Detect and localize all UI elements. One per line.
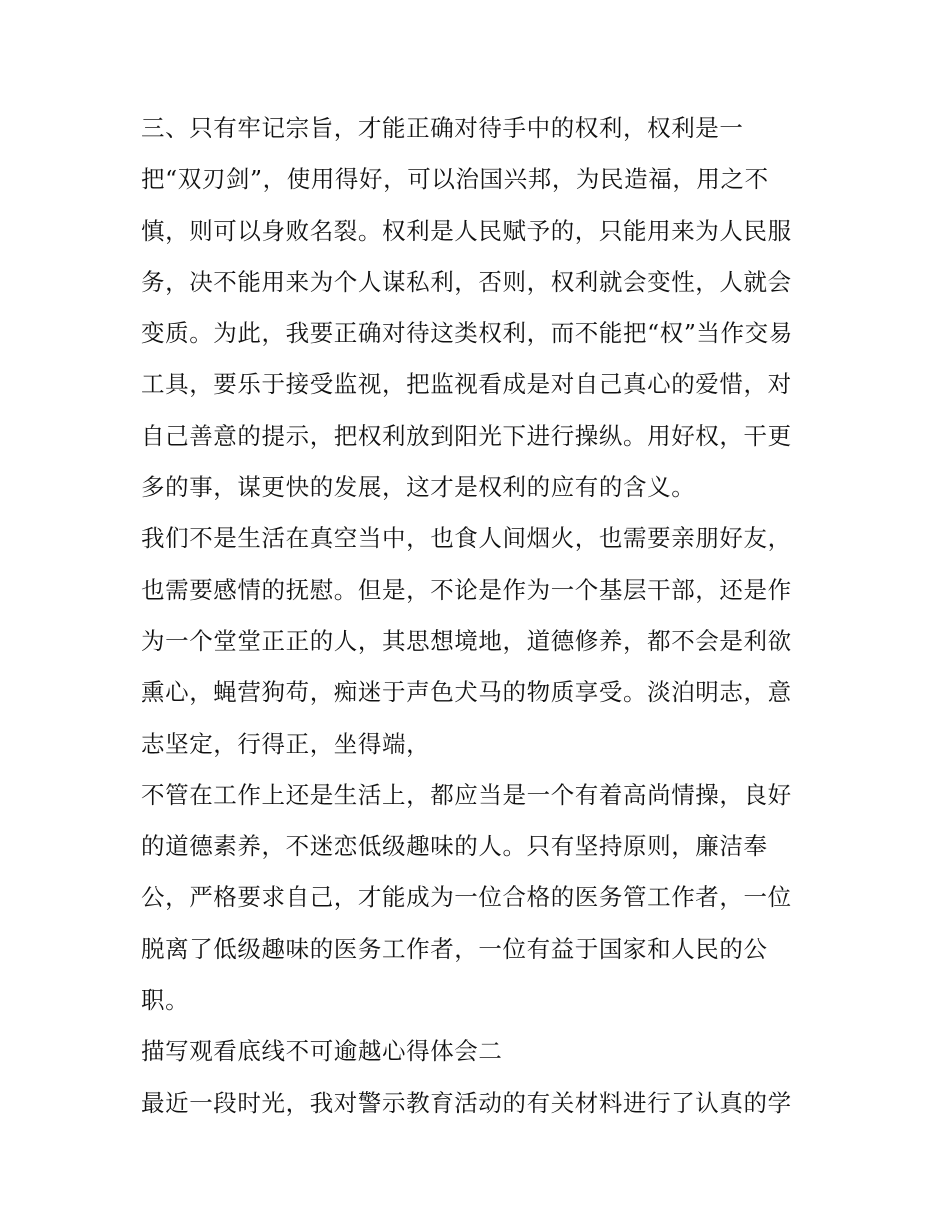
text-line: 熏心，蝇营狗苟，痴迷于声色犬马的物质享受。淡泊明志，意 — [141, 678, 792, 707]
text-line: 志坚定，行得正，坐得端， — [141, 729, 431, 758]
text-line: 多的事，谋更快的发展，这才是权利的应有的含义。 — [141, 473, 696, 502]
text-line: 变质。为此，我要正确对待这类权利，而不能把“权”当作交易 — [141, 319, 793, 348]
text-line: 的道德素养，不迷恋低级趣味的人。只有坚持原则，廉洁奉 — [141, 832, 768, 861]
text-line: 工具，要乐于接受监视，把监视看成是对自己真心的爱惜，对 — [141, 370, 792, 399]
text-line: 自己善意的提示，把权利放到阳光下进行操纵。用好权，干更 — [141, 421, 792, 450]
text-line: 为一个堂堂正正的人，其思想境地，道德修养，都不会是利欲 — [141, 626, 792, 655]
text-line: 慎，则可以身败名裂。权利是人民赋予的，只能用来为人民服 — [141, 216, 792, 245]
text-line: 脱离了低级趣味的医务工作者，一位有益于国家和人民的公 — [141, 934, 768, 963]
text-line: 不管在工作上还是生活上，都应当是一个有着高尚情操，良好 — [141, 780, 792, 809]
text-line: 务，决不能用来为个人谋私利，否则，权利就会变性，人就会 — [141, 267, 792, 296]
body-text — [141, 103, 821, 1129]
text-line: 最近一段时光，我对警示教育活动的有关材料进行了认真的学 — [141, 1088, 792, 1117]
text-line: 也需要感情的抚慰。但是，不论是作为一个基层干部，还是作 — [141, 575, 792, 604]
section-heading: 描写观看底线不可逾越心得体会二 — [141, 1037, 503, 1066]
text-line: 公，严格要求自己，才能成为一位合格的医务管工作者，一位 — [141, 883, 792, 912]
text-line: 我们不是生活在真空当中，也食人间烟火，也需要亲朋好友， — [141, 524, 792, 553]
text-line: 职。 — [141, 986, 190, 1015]
text-line: 三、只有牢记宗旨，才能正确对待手中的权利，权利是一 — [141, 114, 744, 142]
text-line: 把“双刃剑”，使用得好，可以治国兴邦，为民造福，用之不 — [141, 165, 769, 194]
